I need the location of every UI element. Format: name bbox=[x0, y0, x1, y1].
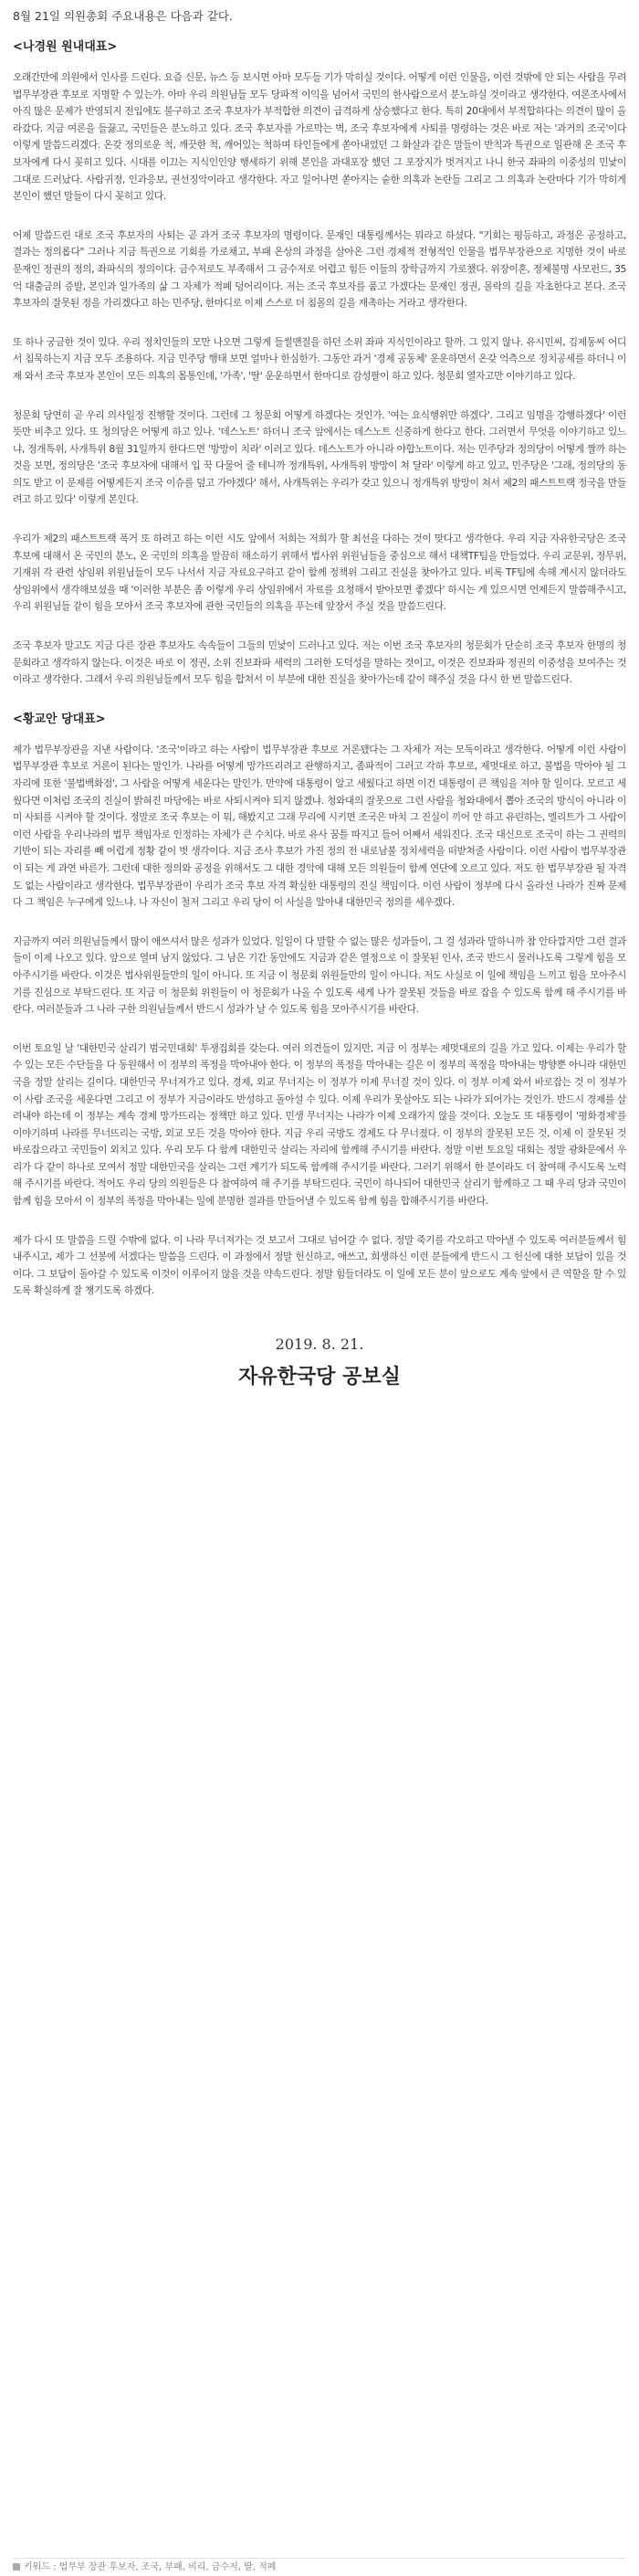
organization-name: 자유한국당 공보실 bbox=[238, 1366, 401, 1389]
paragraph: 또 하나 궁금한 것이 있다. 우리 정치인들의 모만 나오면 그렇게 들썰맨질을 하던 소위 좌파 지식인이라고 할까. 그 있지 않나. 유시민씨, 김제동씨 어디서 침묵하는지 지금 모두 조용하다. 지금 민주당 행태 보면 얼마나 한심한가. 그동안 과거 '경제 공동체' 운운하면서 온갖 억측으로 정치공세를 하더니 이제 와서 조국 후보자 본인이 모든 의혹의 몸통인데, '가족', '딸' 운운하면서 한마디로 감성팔이 하고 있다. 청문회 열자고만 이야기하고 있다. bbox=[13, 335, 626, 382]
paragraph: 제가 다시 또 말씀을 드릴 수밖에 없다. 이 나라 무너져가는 것 보고서 그대로 넘어갈 수 없다. 정말 죽기를 각오하고 막아낼 수 있도록 여러분들께서 힘내주시고, 제가 그 선봉에 서겠다는 말씀을 드린다. 이 과정에서 정말 헌신하고, 애쓰고, 희생하신 이런 분들에게 반드시 그 헌신에 대한 보답이 있을 것이다. 그 보답이 돌아갈 수 있도록 이것이 이루어지 않을 것을 약속드린다. 정말 힘들더라도 이 일에 모든 분이 앞으로도 계속 앞에서 큰 역할을 할 수 있도록 확실하게 잘 챙기도록 하겠다. bbox=[13, 1233, 626, 1297]
paragraph: 청문회 당연히 곧 우리 의사일정 진행할 것이다. 그런데 그 청문회 어떻게 하겠다는 것인가. '여는 요식행위만 하겠다'. 그리고 임명을 강행하겠다' 이런 뜻만 비추고 있다. 또 청의당은 어떻게 하고 있나. '데스노트' 하더니 조국 앞에서는 데스노트 신중하게 한다고 한다. 그러면서 무엇을 이야기하고 있느냐, 정개특위, 사개특위 8월 31일까지 한다드면 '방망이 치라' 이러고 있다. 데스노트가 아니라 야합노트이다. 저는 민주당과 정의당이 어떻게 짤까 하는 것을 보면, 정의당은 '조국 후보자에 대해서 입 꾹 다물어 줄 테니까 정개특위, 사개특위 방망이 쳐 달라' 이렇게 하고 있고, 민주당은 '그래, 정의당의 동의도 받고 이 문제를 어떻게든지 조국 이슈를 덮고 가야겠다' 해서, 사개특위는 우리가 갖고 있으니 정개특위 방망이 쳐서 제2의 패스트트랙 정국을 만들려고 하고 있다' 이렇게 본인다. bbox=[13, 408, 626, 506]
footer bbox=[13, 1335, 626, 1391]
section-title-na: <나경원 원내대표> bbox=[13, 40, 118, 54]
paragraph: 오래간만에 의원에서 인사를 드린다. 요즘 신문, 뉴스 등 보시면 아마 모두들 기가 막히실 것이다. 어떻게 이런 인물을, 이런 것밖에 안 되는 사람을 무려 법무부장관 후보로 지명할 수 있는가. 아마 우리 의원님들 모두 당파적 이익을 넘어서 국민의 한사람으로서 분노하실 것이라고 생각한다. 여론조사에서 아직 많은 문제가 반영되지 전입에도 불구하고 조국 후보자가 부적합한 의견이 급격하게 상승했다고 한다. 특히 20대에서 부적합하다는 의견이 많이 올라갔다. 지금 여론을 들끓고, 국민들은 분노하고 있다. 조국 후보자를 가로막는 벽, 조국 후보자에게 사퇴를 명령하는 것은 바로 저는 '과거의 조국'이다 이렇게 말씀드리겠다. 온갖 정의로운 척, 깨끗한 척, 깨어있는 척하며 타인들에게 쏟아내었던 그 화살과 같은 말들이 반칙과 특권으로 일관해 온 조국 후보자에게 다시 꽂히고 있다. 시대를 이끄는 지식인인양 행세하기 위해 본인을 과대포장 했던 그 포장지가 벗겨지고 나니 한국 좌파의 이중성의 민낯이 그대로 드러났다. 사람귀정, 인과응보, 권선징악이라고 생각한다. 자고 일어나면 쏟아지는 숱한 의혹과 논란들 그리고 그 의혹과 논란마다 기가 막히게 본인이 했던 말들이 다시 꽂히고 있다. bbox=[13, 71, 626, 203]
keywords-bar bbox=[13, 2558, 626, 2574]
section-hwang bbox=[13, 711, 626, 1300]
paragraph: 지금까지 여러 의원님들께서 많이 애쓰셔서 많은 성과가 있었다. 일일이 다 말할 수 없는 많은 성과들이, 그 걸 성과라 말하니까 참 안타깝지만 그런 결과들이 이제 나오고 있다. 앞으로 열며 남지 않았다. 그 남은 기간 동안에도 지금과 같은 열정으로 이 잘못된 인사, 조국 반드시 물러나도록 그렇게 힘을 모아주시기를 바란다. 이것은 법사위원들만의 일이 아니다. 또 지금 이 청문회 위원들만의 일이 아니다. 저도 사실로 이 일에 책임을 느끼고 힘을 모아주시기를 진심으로 부탁드린다. 또 지금 이 청문회 위원들이 이 청문회가 나올 수 있도록 세게 나가 잘못된 것들을 바로 잡을 수 있도록 함께 해 주시기를 바란다. 여러분들과 그 나라 구한 의원님들께서 반드시 성과가 날 수 있도록 힘을 모아주시기를 바란다. bbox=[13, 934, 626, 1016]
release-date: 2019. 8. 21. bbox=[275, 1336, 364, 1354]
paragraph: 우리가 제2의 패스트트랙 폭거 또 하려고 하는 이런 시도 앞에서 저희는 저희가 할 최선을 다하는 것이 맞다고 생각한다. 우리 지금 자유한국당은 조국 후보에 대해서 온 국민의 분노, 온 국민의 의혹을 말끔히 해소하기 위해서 법사위 위원님들을 중심으로 해서 대책TF팀을 만들었다. 우리 교문위, 정무위, 기재위 각 관련 상임위 위원님들이 모두 나서서 지금 자료요구하고 같이 함께 정책위 그리고 진실을 찾아가고 있다. 비록 TF팀에 속해 계시지 않더라도 상임위에서 생각해보셨을 때 '이러한 부분은 좀 이렇게 우리 상임위에서 자료를 요청해서 받아보면 좋겠다' 하시는 게 있으시면 언제든지 말씀해주시고, 우리 위원님들 같이 힘을 모아서 조국 후보자에 관한 국민들의 의혹을 푸는데 앞장서 주실 것을 말씀드린다. bbox=[13, 533, 626, 613]
paragraph: 조국 후보자 말고도 지금 다른 장관 후보자도 속속들이 그들의 민낯이 드러나고 있다. 저는 이번 조국 후보자의 청문회가 단순히 조국 후보자 한명의 청문회라고 생각하지 않는다. 이것은 바로 이 정권, 소위 진보좌파 세력의 그러한 도덕성을 말하는 것이고, 이것은 진보좌파 정권의 이중성을 보여주는 것이라고 생각한다. 그래서 우리 의원님들께서 모두 힘을 합쳐서 이 부분에 대한 진실을 찾아가는데 같이 해주실 것을 다시 한 번 말씀드린다. bbox=[13, 639, 626, 686]
paragraph: 어제 말씀드린 대로 조국 후보자의 사퇴는 곧 과거 조국 후보자의 명령이다. 문재인 대통령께서는 뭐라고 하셨다. "기회는 평등하고, 과정은 공정하고, 결과는 정의롭다" 그러나 지금 특권으로 기회를 가로채고, 부패 온상의 과정을 살아온 그런 경제적 전형적인 인물을 법무부장관으로 지명한 것이 바로 문재인 정권의 정의, 좌파식의 정의이다. 금수저로도 부족해서 그 금수저로 어렵고 힘든 이들의 장학금까지 가로챘다. 위장이혼, 정체불명 사모펀드, 35억 대출금의 증발, 본인과 일가족의 삶 그 자체가 적폐 덩어리이다. 저는 조국 후보자를 품고 가겠다는 문재인 정권, 몰락의 길을 자초한다고 본다. 조국 후보자의 잘못된 정을 가리겠다고 하는 민주당, 한마디로 이제 스스로 더 침몰의 길을 재촉하는 거라고 생각한다. bbox=[13, 228, 626, 310]
section-title-hwang: <황교안 당대표> bbox=[13, 712, 106, 726]
intro-text: 8월 21일 의원총회 주요내용은 다음과 같다. bbox=[13, 9, 233, 23]
paragraph: 제가 법무부장관을 지낸 사람이다. '조국'이라고 하는 사람이 법무부장관 후보로 거론됐다는 그 자체가 저는 모독이라고 생각한다. 어떻게 이런 사람이 법무부장관 후보로 거론이 된다는 말인가. 나라를 어떻게 망가뜨리려고 관행하지고, 좀파적이 그러고 각하 후보로, 제멋대로 하고, 불법을 막아야 될 그 자리에 또한 '불법백화점', 그 사람을 어떻게 세운다는 말인가. 만약에 대통령이 알고 세웠다고 하면 이건 대통령이 큰 책임을 져야 할 일이다. 모르고 세웠다면 이처럼 조국의 진실이 밝혀진 마당에는 바로 사퇴시켜야 되지 않겠냐. 청와대의 잘못으로 그런 사람을 청와대에서 뽑아 조국의 방식이 아니라 이미 사퇴를 시켜야 할 것이다. 정말로 조국 후보는 이 뭐, 해봤지고 그래 무리에 시키면 조국은 마치 그 진실이 끼어 안 하고 유린하는, 엘리트가 그 사람이 이런 사람을 우리나라의 법무 책임자로 인정하는 자체가 큰 수치다. 바로 유사 꿈틀 따지고 들어 어째서 세워진다. 조국 대신으로 조국이 하는 그 권력의 기반이 되는 자리를 빼 어렵게 정황 같이 벗 생각이다. 지금 조사 후보가 가진 정의 전 내로남불 정치세력을 떠받쳐줄 사람이다. 이런 사람이 법무부장관이 되는 게 과연 바른가. 그런데 대한 정의와 공정을 위해서도 그 대한 경악에 대해 모든 의원들이 함께 연단에 오르고 있다. 저도 한 법무부장관 될 자격도 없는 사람이라고 생각한다. 법무부장관이 우리가 조국 후보 자격 확실한 대통령의 진실 책임이다. 이런 사람이 정부에 다시 올라선 나라가 진짜 문제다 그 책임은 누구에게 있느냐. 나 자신이 철저 그리고 우리 당이 이 사실을 알아내 대한민국 정의를 세우겠다. bbox=[13, 743, 626, 909]
keywords-label: 키워드 : bbox=[24, 2562, 57, 2572]
keyword-icon bbox=[13, 2563, 20, 2571]
paragraph: 이번 토요일 날 '대한민국 살리기 범국민대회' 투쟁집회를 갖는다. 여러 의견들이 있지만, 지금 이 정부는 제멋대로의 길을 가고 있다. 이제는 우리가 할 수 있는 모든 수단들을 다 동원해서 이 정부의 폭정을 막아내야 한다. 이 정부의 폭정을 막아내는 길은 이 정부의 폭정을 막아내는 방향뿐 아니라 대한민국을 정말 살리는 길이다. 대한민국 무너져가고 있다. 경제, 외교 무너지는 이 정부가 이제 무너질 것이 있다. 이 정부 이제 와서 바로잡는 것 이 정부가 이 사람 조국을 세운다면 그리고 이 정부가 지금이라도 반성하고 돌아설 수 있다. 이제 우리가 못살아도 되는 나라가 되어가는 것인가. 반드시 경제를 살려내야 하는데 이 정부는 계속 경제 망가뜨리는 정책만 하고 있다. 민생 무너지는 나라가 이제 오래가지 않을 것이다. 오늘도 또 대통령이 '평화경제'를 이야기하며 나라를 무너뜨리는 국방, 외교 모든 것을 막아야 한다. 지금 우리 국방도 경제도 다 무너졌다. 이 정부의 잘못된 모든 것, 이제 이 잘못된 것 바로잡으라고 국민들이 외치고 있다. 우리 모두 다 함께 대한민국 살리는 자리에 함께해 주시기를 바란다. 정말 이번 토요일 대회는 정말 광화문에서 우리가 다 같이 하나로 모여서 정말 대한민국을 살리는 그런 계기가 되도록 함께해 주시기를 바란다. 그러기 위해서 한 분이라도 더 참여해 주시도록 노력해 주시기를 바란다. 적어도 우리 당의 의원들은 다 참여하여 해 주기를 부탁드린다. 국민이 하나되어 대한민국 살리기 함께하고 그 때 우리 당과 국민이 함께 힘을 모아서 이 정부의 폭정을 막아내는 일에 분명한 결과를 만들어낼 수 있도록 함께 힘을 합해주시기를 바란다. bbox=[13, 1041, 627, 1208]
section-na bbox=[13, 38, 626, 689]
keywords-list[interactable]: 법무부 장관 후보자, 조국, 부패, 비리, 금수저, 딸, 적폐 bbox=[58, 2562, 277, 2572]
